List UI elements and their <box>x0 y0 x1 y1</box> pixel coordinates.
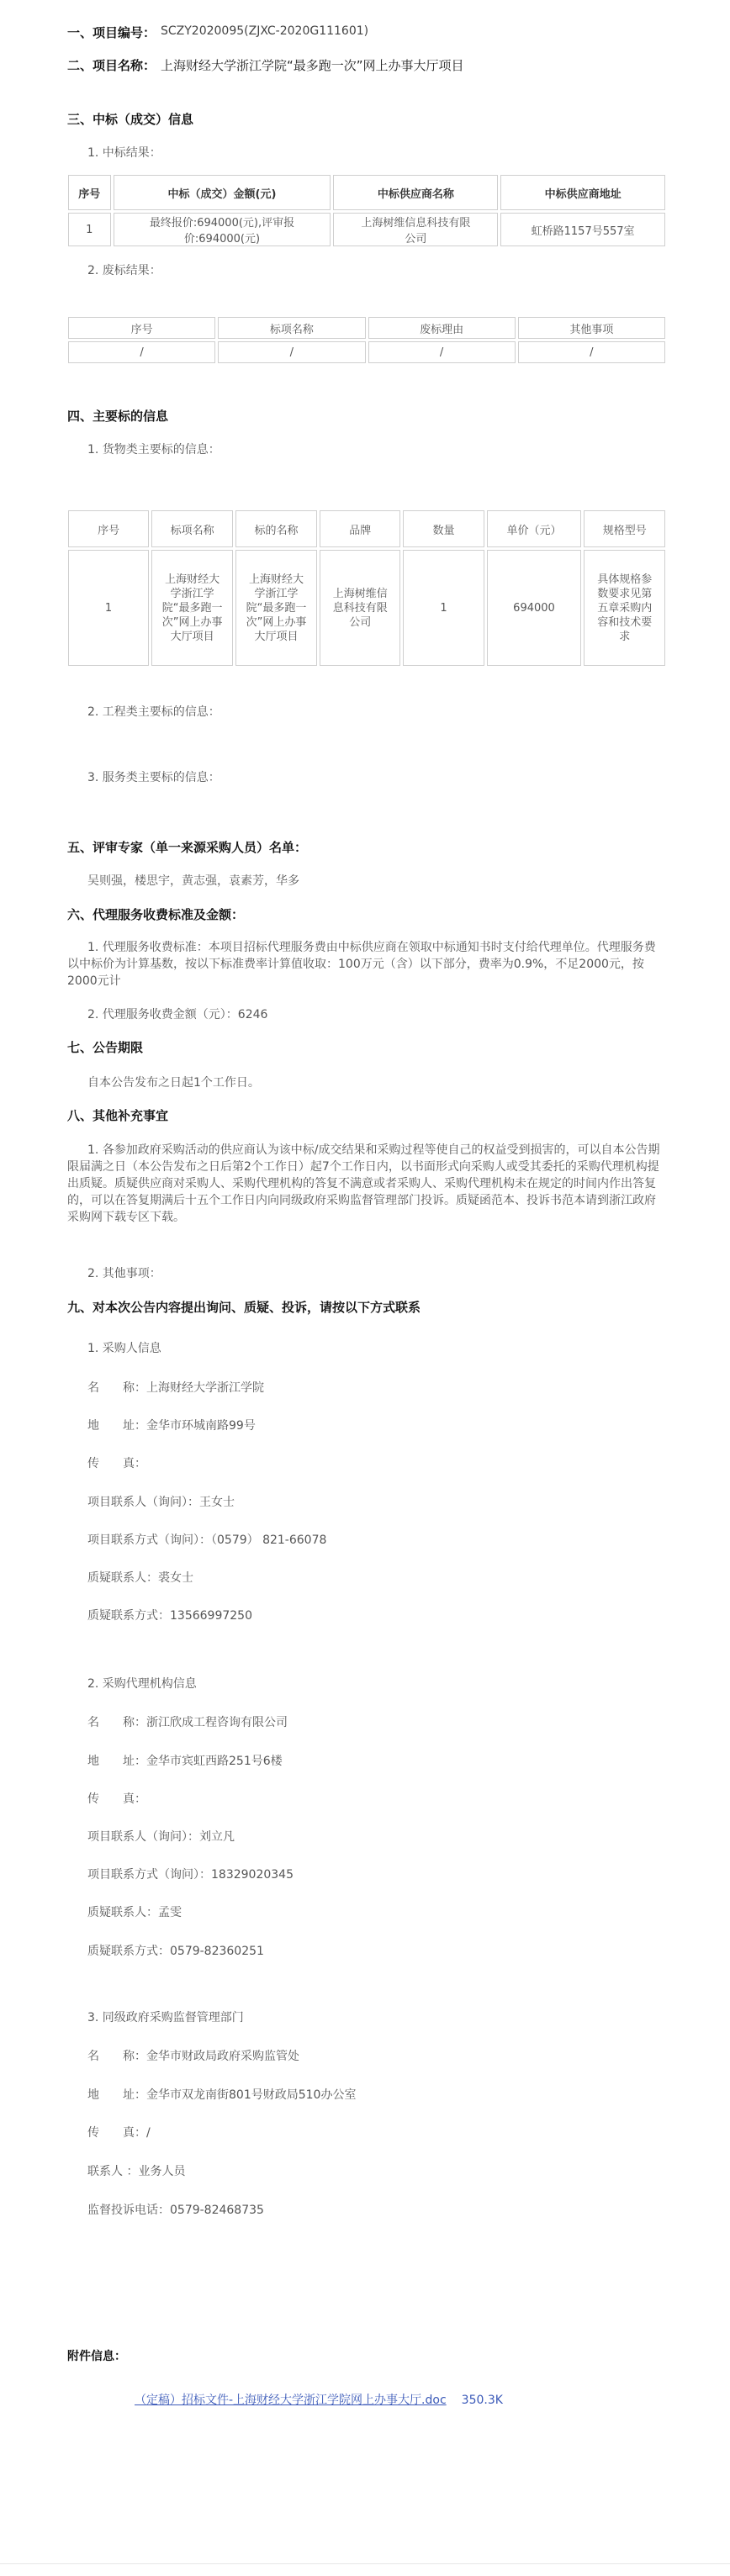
award-cell-amount: 最终报价:694000(元),评审报价:694000(元) <box>114 213 331 246</box>
section-fee-title: 六、代理服务收费标准及金额： <box>67 907 245 922</box>
complaint-paragraph: 1. 各参加政府采购活动的供应商认为该中标/成交结果和采购过程等使自己的权益受到损害的，可以自本公告期限届满之日（本公告发布之日后第2个工作日）起7个工作日内，以书面形式向采购人或受其委托的采购代理机构提出质疑。质疑供应商对采购人、采购代理机构的答复不满意或者采购人、采购代理机构未在规定的时间内作出答复的，可以在答复期满后十五个工作日内向同级政府采购监督管理部门投诉。质疑函范本、投诉书范本请到浙江政府采购网下载专区下载。 <box>67 1143 660 1224</box>
goods-cell-no: 1 <box>68 550 149 666</box>
project-no: SCZY2020095(ZJXC-2020G111601) <box>161 24 369 38</box>
goods-cell-subject: 上海财经大学浙江学院“最多跑一次”网上办事大厅项目 <box>235 550 317 666</box>
goods-cell-spec: 具体规格参数要求见第五章采购内容和技术要求 <box>584 550 665 666</box>
agency-heading: 2. 采购代理机构信息 <box>87 1677 197 1691</box>
section-experts-title: 五、评审专家（单一来源采购人员）名单： <box>67 840 308 855</box>
purchaser-phone: 项目联系方式（询问）：（0579） 821-66078 <box>87 1533 327 1547</box>
goods-cell-price: 694000 <box>487 550 582 666</box>
goods-th-brand: 品牌 <box>320 510 400 547</box>
supervisor-address: 地 址：金华市双龙南街801号财政局510办公室 <box>87 2088 357 2102</box>
purchaser-contact: 项目联系人（询问）：王女士 <box>87 1496 235 1509</box>
abandon-cell: / <box>68 341 215 363</box>
purchaser-name: 名 称：上海财经大学浙江学院 <box>87 1381 264 1395</box>
purchaser-q-contact: 质疑联系人：裘女士 <box>87 1571 193 1585</box>
goods-th-item: 标项名称 <box>151 510 233 547</box>
project-name-label: 二、项目名称： <box>67 58 156 73</box>
section-award-title: 三、中标（成交）信息 <box>67 112 194 127</box>
goods-table <box>66 508 668 668</box>
section-period-title: 七、公告期限 <box>67 1040 144 1055</box>
abandon-th-no: 序号 <box>68 317 215 339</box>
attachment-title: 附件信息： <box>67 2350 126 2363</box>
abandon-cell: / <box>368 341 516 363</box>
goods-th-subject: 标的名称 <box>235 510 317 547</box>
section-contact-title: 九、对本次公告内容提出询问、质疑、投诉，请按以下方式联系 <box>67 1300 421 1315</box>
supervisor-contact: 联系人 ：业务人员 <box>87 2165 186 2178</box>
attachment-item <box>135 2391 503 2408</box>
abandon-th-other: 其他事项 <box>518 317 665 339</box>
award-cell-address: 虹桥路1157号557室 <box>500 213 665 246</box>
award-th-address: 中标供应商地址 <box>500 175 665 210</box>
supervisor-heading: 3. 同级政府采购监督管理部门 <box>87 2011 244 2024</box>
goods-th-spec: 规格型号 <box>584 510 665 547</box>
purchaser-address: 地 址：金华市环城南路99号 <box>87 1419 256 1433</box>
abandon-cell: / <box>218 341 365 363</box>
period-text: 自本公告发布之日起1个工作日。 <box>87 1076 260 1090</box>
purchaser-fax: 传 真： <box>87 1457 146 1470</box>
award-result-label: 1. 中标结果： <box>87 146 161 160</box>
goods-cell-brand: 上海树维信息科技有限公司 <box>320 550 400 666</box>
project-name: 上海财经大学浙江学院“最多跑一次”网上办事大厅项目 <box>161 58 464 73</box>
goods-cell-qty: 1 <box>403 550 484 666</box>
award-cell-supplier: 上海树维信息科技有限公司 <box>333 213 498 246</box>
project-no-label: 一、项目编号： <box>67 25 156 40</box>
agency-q-contact: 质疑联系人：孟雯 <box>87 1906 182 1919</box>
abandon-result-label: 2. 废标结果： <box>87 264 161 277</box>
abandon-th-reason: 废标理由 <box>368 317 516 339</box>
award-th-no: 序号 <box>68 175 111 210</box>
agency-name: 名 称：浙江欣成工程咨询有限公司 <box>87 1716 288 1729</box>
fee-amount: 2. 代理服务收费金额（元）：6246 <box>87 1008 268 1021</box>
section-other-title: 八、其他补充事宜 <box>67 1108 169 1123</box>
engineering-label: 2. 工程类主要标的信息： <box>87 705 220 719</box>
goods-row <box>68 550 665 666</box>
agency-phone: 项目联系方式（询问）：18329020345 <box>87 1868 294 1882</box>
agency-contact: 项目联系人（询问）：刘立凡 <box>87 1830 235 1844</box>
agency-address: 地 址：金华市宾虹西路251号6楼 <box>87 1755 283 1768</box>
goods-th-qty: 数量 <box>403 510 484 547</box>
award-row <box>68 213 665 246</box>
supervisor-fax: 传 真：/ <box>87 2126 151 2140</box>
abandon-table <box>66 314 668 366</box>
attachment-link[interactable]: （定稿）招标文件-上海财经大学浙江学院网上办事大厅.doc <box>135 2394 447 2407</box>
goods-label: 1. 货物类主要标的信息： <box>87 443 220 457</box>
award-th-amount: 中标（成交）金额(元) <box>114 175 331 210</box>
service-label: 3. 服务类主要标的信息： <box>87 771 220 784</box>
agency-q-phone: 质疑联系方式：0579-82360251 <box>87 1945 264 1958</box>
purchaser-heading: 1. 采购人信息 <box>87 1342 161 1355</box>
attachment-size: 350.3K <box>461 2394 503 2407</box>
goods-th-no: 序号 <box>68 510 149 547</box>
award-th-supplier: 中标供应商名称 <box>333 175 498 210</box>
section-subject-title: 四、主要标的信息 <box>67 409 169 424</box>
footer-divider <box>0 2563 730 2564</box>
agency-fax: 传 真： <box>87 1792 146 1806</box>
abandon-cell: / <box>518 341 665 363</box>
expert-names: 吴则强，楼思宇，黄志强，袁素芳，华多 <box>87 874 299 888</box>
abandon-th-item: 标项名称 <box>218 317 365 339</box>
fee-standard: 1. 代理服务收费标准：本项目招标代理服务费由中标供应商在领取中标通知书时支付给代理单位。代理服务费以中标价为计算基数，按以下标准费率计算值收取：100万元（含）以下部分，费率为0.9%，不足2000元，按2000元计 <box>67 941 656 988</box>
award-table <box>66 172 668 249</box>
supervisor-phone: 监督投诉电话：0579-82468735 <box>87 2204 264 2217</box>
supervisor-name: 名 称：金华市财政局政府采购监管处 <box>87 2050 299 2063</box>
other-matters: 2. 其他事项： <box>87 1267 161 1280</box>
abandon-row <box>68 341 665 363</box>
purchaser-q-phone: 质疑联系方式：13566997250 <box>87 1609 252 1623</box>
goods-cell-item: 上海财经大学浙江学院“最多跑一次”网上办事大厅项目 <box>151 550 233 666</box>
award-cell-no: 1 <box>68 213 111 246</box>
goods-th-price: 单价（元） <box>487 510 582 547</box>
